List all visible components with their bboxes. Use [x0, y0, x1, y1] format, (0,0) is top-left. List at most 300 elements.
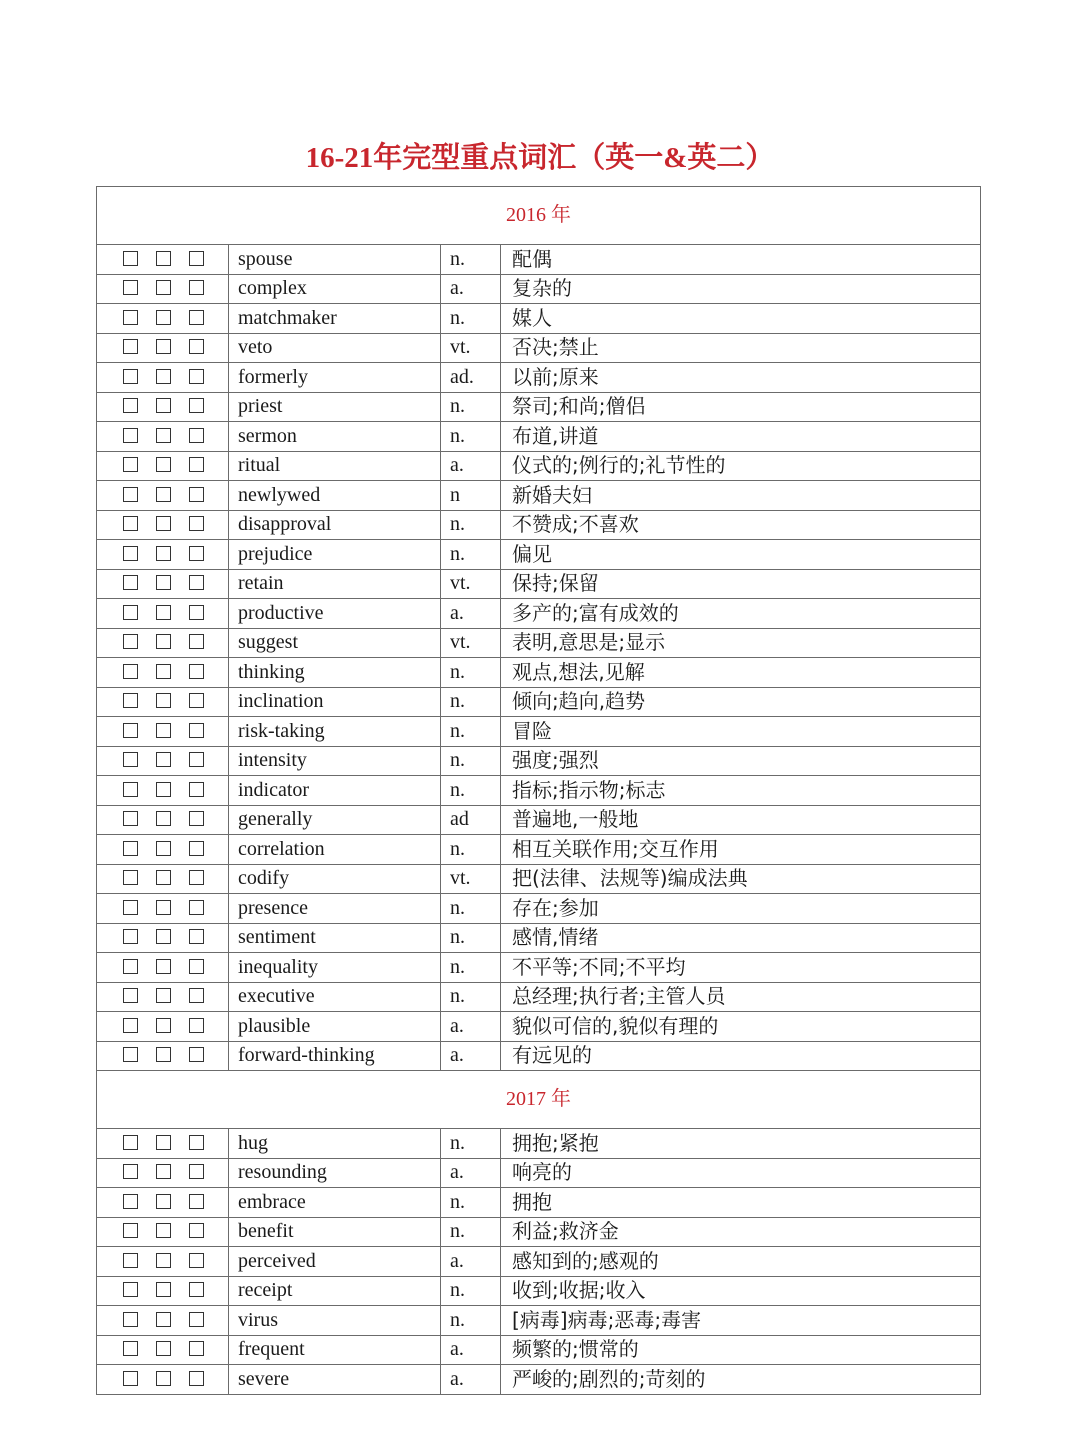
word: severe — [229, 1365, 441, 1395]
review-checkboxes — [97, 717, 229, 747]
word: thinking — [229, 658, 441, 688]
meaning: 媒人 — [501, 304, 981, 334]
review-checkbox[interactable] — [123, 959, 138, 974]
word: presence — [229, 894, 441, 924]
word: indicator — [229, 776, 441, 806]
meaning: 仪式的;例行的;礼节性的 — [501, 451, 981, 481]
review-checkbox[interactable] — [189, 516, 204, 531]
review-checkbox[interactable] — [189, 398, 204, 413]
review-checkboxes — [97, 628, 229, 658]
part-of-speech: n. — [441, 717, 501, 747]
word: correlation — [229, 835, 441, 865]
review-checkboxes — [97, 304, 229, 334]
meaning: 祭司;和尚;僧侣 — [501, 392, 981, 422]
meaning: 存在;参加 — [501, 894, 981, 924]
review-checkbox[interactable] — [156, 900, 171, 915]
review-checkbox[interactable] — [156, 457, 171, 472]
part-of-speech: vt. — [441, 569, 501, 599]
review-checkbox[interactable] — [123, 605, 138, 620]
review-checkboxes — [97, 392, 229, 422]
review-checkbox[interactable] — [123, 723, 138, 738]
part-of-speech: a. — [441, 1247, 501, 1277]
review-checkbox[interactable] — [189, 575, 204, 590]
year-heading: 2017 年 — [97, 1071, 981, 1129]
table-row — [97, 628, 981, 658]
meaning: [病毒]病毒;恶毒;毒害 — [501, 1306, 981, 1336]
review-checkboxes — [97, 1158, 229, 1188]
table-row — [97, 982, 981, 1012]
table-row — [97, 333, 981, 363]
review-checkboxes — [97, 569, 229, 599]
review-checkbox[interactable] — [189, 546, 204, 561]
review-checkboxes — [97, 481, 229, 511]
table-row — [97, 953, 981, 983]
meaning: 不平等;不同;不平均 — [501, 953, 981, 983]
part-of-speech: n. — [441, 1129, 501, 1159]
review-checkbox[interactable] — [156, 1312, 171, 1327]
review-checkbox[interactable] — [156, 811, 171, 826]
review-checkbox[interactable] — [123, 339, 138, 354]
meaning: 布道,讲道 — [501, 422, 981, 452]
review-checkbox[interactable] — [189, 1371, 204, 1386]
meaning: 普遍地,一般地 — [501, 805, 981, 835]
table-row — [97, 422, 981, 452]
review-checkboxes — [97, 510, 229, 540]
table-row — [97, 805, 981, 835]
part-of-speech: a. — [441, 1335, 501, 1365]
review-checkboxes — [97, 658, 229, 688]
review-checkbox[interactable] — [123, 280, 138, 295]
review-checkbox[interactable] — [189, 1282, 204, 1297]
review-checkboxes — [97, 1188, 229, 1218]
review-checkbox[interactable] — [189, 988, 204, 1003]
table-row — [97, 569, 981, 599]
word: embrace — [229, 1188, 441, 1218]
review-checkbox[interactable] — [189, 1194, 204, 1209]
part-of-speech: a. — [441, 1041, 501, 1071]
review-checkbox[interactable] — [189, 811, 204, 826]
part-of-speech: n. — [441, 776, 501, 806]
meaning: 相互关联作用;交互作用 — [501, 835, 981, 865]
table-row — [97, 1012, 981, 1042]
year-heading: 2016 年 — [97, 187, 981, 245]
review-checkbox[interactable] — [156, 310, 171, 325]
review-checkboxes — [97, 687, 229, 717]
word: veto — [229, 333, 441, 363]
review-checkbox[interactable] — [123, 310, 138, 325]
word: formerly — [229, 363, 441, 393]
meaning: 偏见 — [501, 540, 981, 570]
meaning: 响亮的 — [501, 1158, 981, 1188]
word: disapproval — [229, 510, 441, 540]
meaning: 频繁的;惯常的 — [501, 1335, 981, 1365]
review-checkbox[interactable] — [123, 398, 138, 413]
part-of-speech: n. — [441, 835, 501, 865]
review-checkbox[interactable] — [123, 1253, 138, 1268]
review-checkbox[interactable] — [156, 428, 171, 443]
review-checkboxes — [97, 864, 229, 894]
word: ritual — [229, 451, 441, 481]
review-checkbox[interactable] — [123, 752, 138, 767]
review-checkbox[interactable] — [156, 870, 171, 885]
review-checkbox[interactable] — [123, 487, 138, 502]
table-row — [97, 1129, 981, 1159]
word: intensity — [229, 746, 441, 776]
table-row — [97, 245, 981, 275]
table-row — [97, 1365, 981, 1395]
review-checkbox[interactable] — [189, 870, 204, 885]
review-checkbox[interactable] — [189, 900, 204, 915]
review-checkbox[interactable] — [189, 1047, 204, 1062]
review-checkbox[interactable] — [123, 1341, 138, 1356]
year-header-row — [97, 1071, 981, 1129]
review-checkbox[interactable] — [156, 1018, 171, 1033]
meaning: 利益;救济金 — [501, 1217, 981, 1247]
table-row — [97, 481, 981, 511]
word: suggest — [229, 628, 441, 658]
word: frequent — [229, 1335, 441, 1365]
review-checkbox[interactable] — [189, 369, 204, 384]
review-checkbox[interactable] — [156, 929, 171, 944]
meaning: 拥抱 — [501, 1188, 981, 1218]
review-checkbox[interactable] — [189, 280, 204, 295]
review-checkbox[interactable] — [123, 1164, 138, 1179]
word: productive — [229, 599, 441, 629]
review-checkboxes — [97, 894, 229, 924]
review-checkbox[interactable] — [123, 1282, 138, 1297]
table-row — [97, 363, 981, 393]
review-checkbox[interactable] — [123, 1047, 138, 1062]
review-checkbox[interactable] — [189, 1135, 204, 1150]
review-checkbox[interactable] — [189, 634, 204, 649]
word: plausible — [229, 1012, 441, 1042]
part-of-speech: n. — [441, 1306, 501, 1336]
part-of-speech: n. — [441, 894, 501, 924]
review-checkbox[interactable] — [156, 605, 171, 620]
review-checkbox[interactable] — [189, 1341, 204, 1356]
word: spouse — [229, 245, 441, 275]
part-of-speech: ad — [441, 805, 501, 835]
word: benefit — [229, 1217, 441, 1247]
word: forward-thinking — [229, 1041, 441, 1071]
part-of-speech: n. — [441, 953, 501, 983]
table-row — [97, 1158, 981, 1188]
part-of-speech: a. — [441, 274, 501, 304]
review-checkbox[interactable] — [189, 959, 204, 974]
meaning: 拥抱;紧抱 — [501, 1129, 981, 1159]
review-checkbox[interactable] — [156, 1253, 171, 1268]
review-checkbox[interactable] — [123, 1135, 138, 1150]
review-checkbox[interactable] — [189, 664, 204, 679]
review-checkbox[interactable] — [156, 251, 171, 266]
part-of-speech: n. — [441, 422, 501, 452]
review-checkbox[interactable] — [189, 487, 204, 502]
review-checkbox[interactable] — [123, 693, 138, 708]
meaning: 表明,意思是;显示 — [501, 628, 981, 658]
review-checkbox[interactable] — [156, 959, 171, 974]
part-of-speech: n. — [441, 1188, 501, 1218]
meaning: 新婚夫妇 — [501, 481, 981, 511]
review-checkbox[interactable] — [189, 1223, 204, 1238]
review-checkbox[interactable] — [189, 1253, 204, 1268]
review-checkbox[interactable] — [156, 782, 171, 797]
review-checkbox[interactable] — [156, 1164, 171, 1179]
review-checkbox[interactable] — [189, 339, 204, 354]
review-checkbox[interactable] — [189, 310, 204, 325]
part-of-speech: n. — [441, 1217, 501, 1247]
page-title: 16-21年完型重点词汇（英一&英二） — [305, 142, 775, 174]
review-checkboxes — [97, 1306, 229, 1336]
table-row — [97, 274, 981, 304]
review-checkboxes — [97, 540, 229, 570]
part-of-speech: a. — [441, 1158, 501, 1188]
review-checkbox[interactable] — [189, 428, 204, 443]
word: codify — [229, 864, 441, 894]
review-checkboxes — [97, 1276, 229, 1306]
table-row — [97, 1217, 981, 1247]
review-checkbox[interactable] — [123, 870, 138, 885]
review-checkbox[interactable] — [123, 516, 138, 531]
review-checkbox[interactable] — [156, 398, 171, 413]
word: perceived — [229, 1247, 441, 1277]
table-row — [97, 1041, 981, 1071]
meaning: 冒险 — [501, 717, 981, 747]
review-checkbox[interactable] — [123, 457, 138, 472]
review-checkbox[interactable] — [156, 988, 171, 1003]
meaning: 保持;保留 — [501, 569, 981, 599]
table-row — [97, 540, 981, 570]
part-of-speech: n — [441, 481, 501, 511]
review-checkbox[interactable] — [123, 369, 138, 384]
word: sermon — [229, 422, 441, 452]
review-checkbox[interactable] — [189, 457, 204, 472]
review-checkbox[interactable] — [156, 693, 171, 708]
table-row — [97, 1335, 981, 1365]
part-of-speech: a. — [441, 1012, 501, 1042]
review-checkboxes — [97, 953, 229, 983]
table-row — [97, 687, 981, 717]
review-checkbox[interactable] — [123, 251, 138, 266]
part-of-speech: vt. — [441, 628, 501, 658]
review-checkbox[interactable] — [156, 516, 171, 531]
review-checkbox[interactable] — [156, 723, 171, 738]
vocabulary-table-body — [97, 187, 981, 1395]
review-checkboxes — [97, 333, 229, 363]
meaning: 貌似可信的,貌似有理的 — [501, 1012, 981, 1042]
part-of-speech: n. — [441, 304, 501, 334]
word: risk-taking — [229, 717, 441, 747]
table-row — [97, 1276, 981, 1306]
table-row — [97, 1306, 981, 1336]
table-row — [97, 599, 981, 629]
part-of-speech: n. — [441, 540, 501, 570]
table-row — [97, 510, 981, 540]
word: executive — [229, 982, 441, 1012]
review-checkbox[interactable] — [123, 841, 138, 856]
part-of-speech: n. — [441, 392, 501, 422]
review-checkboxes — [97, 746, 229, 776]
review-checkbox[interactable] — [123, 929, 138, 944]
review-checkboxes — [97, 422, 229, 452]
review-checkbox[interactable] — [123, 575, 138, 590]
part-of-speech: n. — [441, 687, 501, 717]
review-checkbox[interactable] — [189, 752, 204, 767]
review-checkbox[interactable] — [123, 1194, 138, 1209]
part-of-speech: ad. — [441, 363, 501, 393]
review-checkbox[interactable] — [156, 1223, 171, 1238]
review-checkboxes — [97, 274, 229, 304]
part-of-speech: n. — [441, 658, 501, 688]
review-checkbox[interactable] — [156, 752, 171, 767]
review-checkbox[interactable] — [123, 1018, 138, 1033]
meaning: 强度;强烈 — [501, 746, 981, 776]
part-of-speech: n. — [441, 746, 501, 776]
review-checkbox[interactable] — [156, 339, 171, 354]
meaning: 倾向;趋向,趋势 — [501, 687, 981, 717]
review-checkbox[interactable] — [123, 1371, 138, 1386]
review-checkbox[interactable] — [156, 1047, 171, 1062]
part-of-speech: a. — [441, 599, 501, 629]
review-checkbox[interactable] — [156, 841, 171, 856]
word: resounding — [229, 1158, 441, 1188]
review-checkbox[interactable] — [189, 1312, 204, 1327]
year-header-row — [97, 187, 981, 245]
meaning: 不赞成;不喜欢 — [501, 510, 981, 540]
word: complex — [229, 274, 441, 304]
table-row — [97, 717, 981, 747]
table-row — [97, 923, 981, 953]
review-checkbox[interactable] — [123, 988, 138, 1003]
word: generally — [229, 805, 441, 835]
part-of-speech: n. — [441, 510, 501, 540]
meaning: 多产的;富有成效的 — [501, 599, 981, 629]
vocabulary-table — [96, 186, 981, 1395]
part-of-speech: n. — [441, 982, 501, 1012]
review-checkbox[interactable] — [156, 280, 171, 295]
review-checkboxes — [97, 1335, 229, 1365]
review-checkboxes — [97, 451, 229, 481]
review-checkbox[interactable] — [189, 251, 204, 266]
review-checkbox[interactable] — [189, 1164, 204, 1179]
review-checkboxes — [97, 982, 229, 1012]
review-checkbox[interactable] — [156, 1194, 171, 1209]
meaning: 总经理;执行者;主管人员 — [501, 982, 981, 1012]
review-checkboxes — [97, 805, 229, 835]
table-row — [97, 392, 981, 422]
review-checkboxes — [97, 599, 229, 629]
review-checkboxes — [97, 363, 229, 393]
review-checkboxes — [97, 1012, 229, 1042]
review-checkbox[interactable] — [123, 900, 138, 915]
review-checkbox[interactable] — [156, 1135, 171, 1150]
word: receipt — [229, 1276, 441, 1306]
meaning: 观点,想法,见解 — [501, 658, 981, 688]
review-checkbox[interactable] — [189, 782, 204, 797]
review-checkboxes — [97, 1365, 229, 1395]
meaning: 复杂的 — [501, 274, 981, 304]
part-of-speech: a. — [441, 1365, 501, 1395]
table-row — [97, 894, 981, 924]
word: inclination — [229, 687, 441, 717]
review-checkbox[interactable] — [156, 1371, 171, 1386]
table-row — [97, 451, 981, 481]
part-of-speech: a. — [441, 451, 501, 481]
table-row — [97, 658, 981, 688]
review-checkbox[interactable] — [123, 664, 138, 679]
review-checkbox[interactable] — [156, 487, 171, 502]
word: virus — [229, 1306, 441, 1336]
review-checkbox[interactable] — [189, 723, 204, 738]
review-checkboxes — [97, 923, 229, 953]
table-row — [97, 304, 981, 334]
review-checkboxes — [97, 1129, 229, 1159]
review-checkbox[interactable] — [156, 664, 171, 679]
word: hug — [229, 1129, 441, 1159]
review-checkbox[interactable] — [156, 369, 171, 384]
review-checkboxes — [97, 1217, 229, 1247]
meaning: 指标;指示物;标志 — [501, 776, 981, 806]
review-checkbox[interactable] — [123, 1312, 138, 1327]
meaning: 以前;原来 — [501, 363, 981, 393]
table-row — [97, 776, 981, 806]
review-checkbox[interactable] — [189, 693, 204, 708]
part-of-speech: vt. — [441, 864, 501, 894]
meaning: 感知到的;感观的 — [501, 1247, 981, 1277]
review-checkbox[interactable] — [189, 605, 204, 620]
meaning: 收到;收据;收入 — [501, 1276, 981, 1306]
word: prejudice — [229, 540, 441, 570]
review-checkboxes — [97, 245, 229, 275]
review-checkbox[interactable] — [156, 575, 171, 590]
part-of-speech: n. — [441, 923, 501, 953]
meaning: 把(法律、法规等)编成法典 — [501, 864, 981, 894]
meaning: 严峻的;剧烈的;苛刻的 — [501, 1365, 981, 1395]
word: matchmaker — [229, 304, 441, 334]
review-checkbox[interactable] — [156, 634, 171, 649]
review-checkbox[interactable] — [123, 634, 138, 649]
table-row — [97, 835, 981, 865]
review-checkboxes — [97, 835, 229, 865]
part-of-speech: n. — [441, 1276, 501, 1306]
word: inequality — [229, 953, 441, 983]
review-checkbox[interactable] — [156, 1341, 171, 1356]
word: newlywed — [229, 481, 441, 511]
review-checkbox[interactable] — [123, 811, 138, 826]
part-of-speech: vt. — [441, 333, 501, 363]
review-checkbox[interactable] — [123, 782, 138, 797]
review-checkbox[interactable] — [189, 929, 204, 944]
table-row — [97, 864, 981, 894]
word: retain — [229, 569, 441, 599]
table-row — [97, 1188, 981, 1218]
meaning: 有远见的 — [501, 1041, 981, 1071]
word: sentiment — [229, 923, 441, 953]
meaning: 否决;禁止 — [501, 333, 981, 363]
review-checkbox[interactable] — [156, 1282, 171, 1297]
part-of-speech: n. — [441, 245, 501, 275]
meaning: 配偶 — [501, 245, 981, 275]
word: priest — [229, 392, 441, 422]
review-checkbox[interactable] — [189, 841, 204, 856]
review-checkbox[interactable] — [123, 428, 138, 443]
review-checkboxes — [97, 776, 229, 806]
review-checkbox[interactable] — [156, 546, 171, 561]
review-checkbox[interactable] — [123, 546, 138, 561]
review-checkbox[interactable] — [123, 1223, 138, 1238]
table-row — [97, 1247, 981, 1277]
review-checkbox[interactable] — [189, 1018, 204, 1033]
table-row — [97, 746, 981, 776]
